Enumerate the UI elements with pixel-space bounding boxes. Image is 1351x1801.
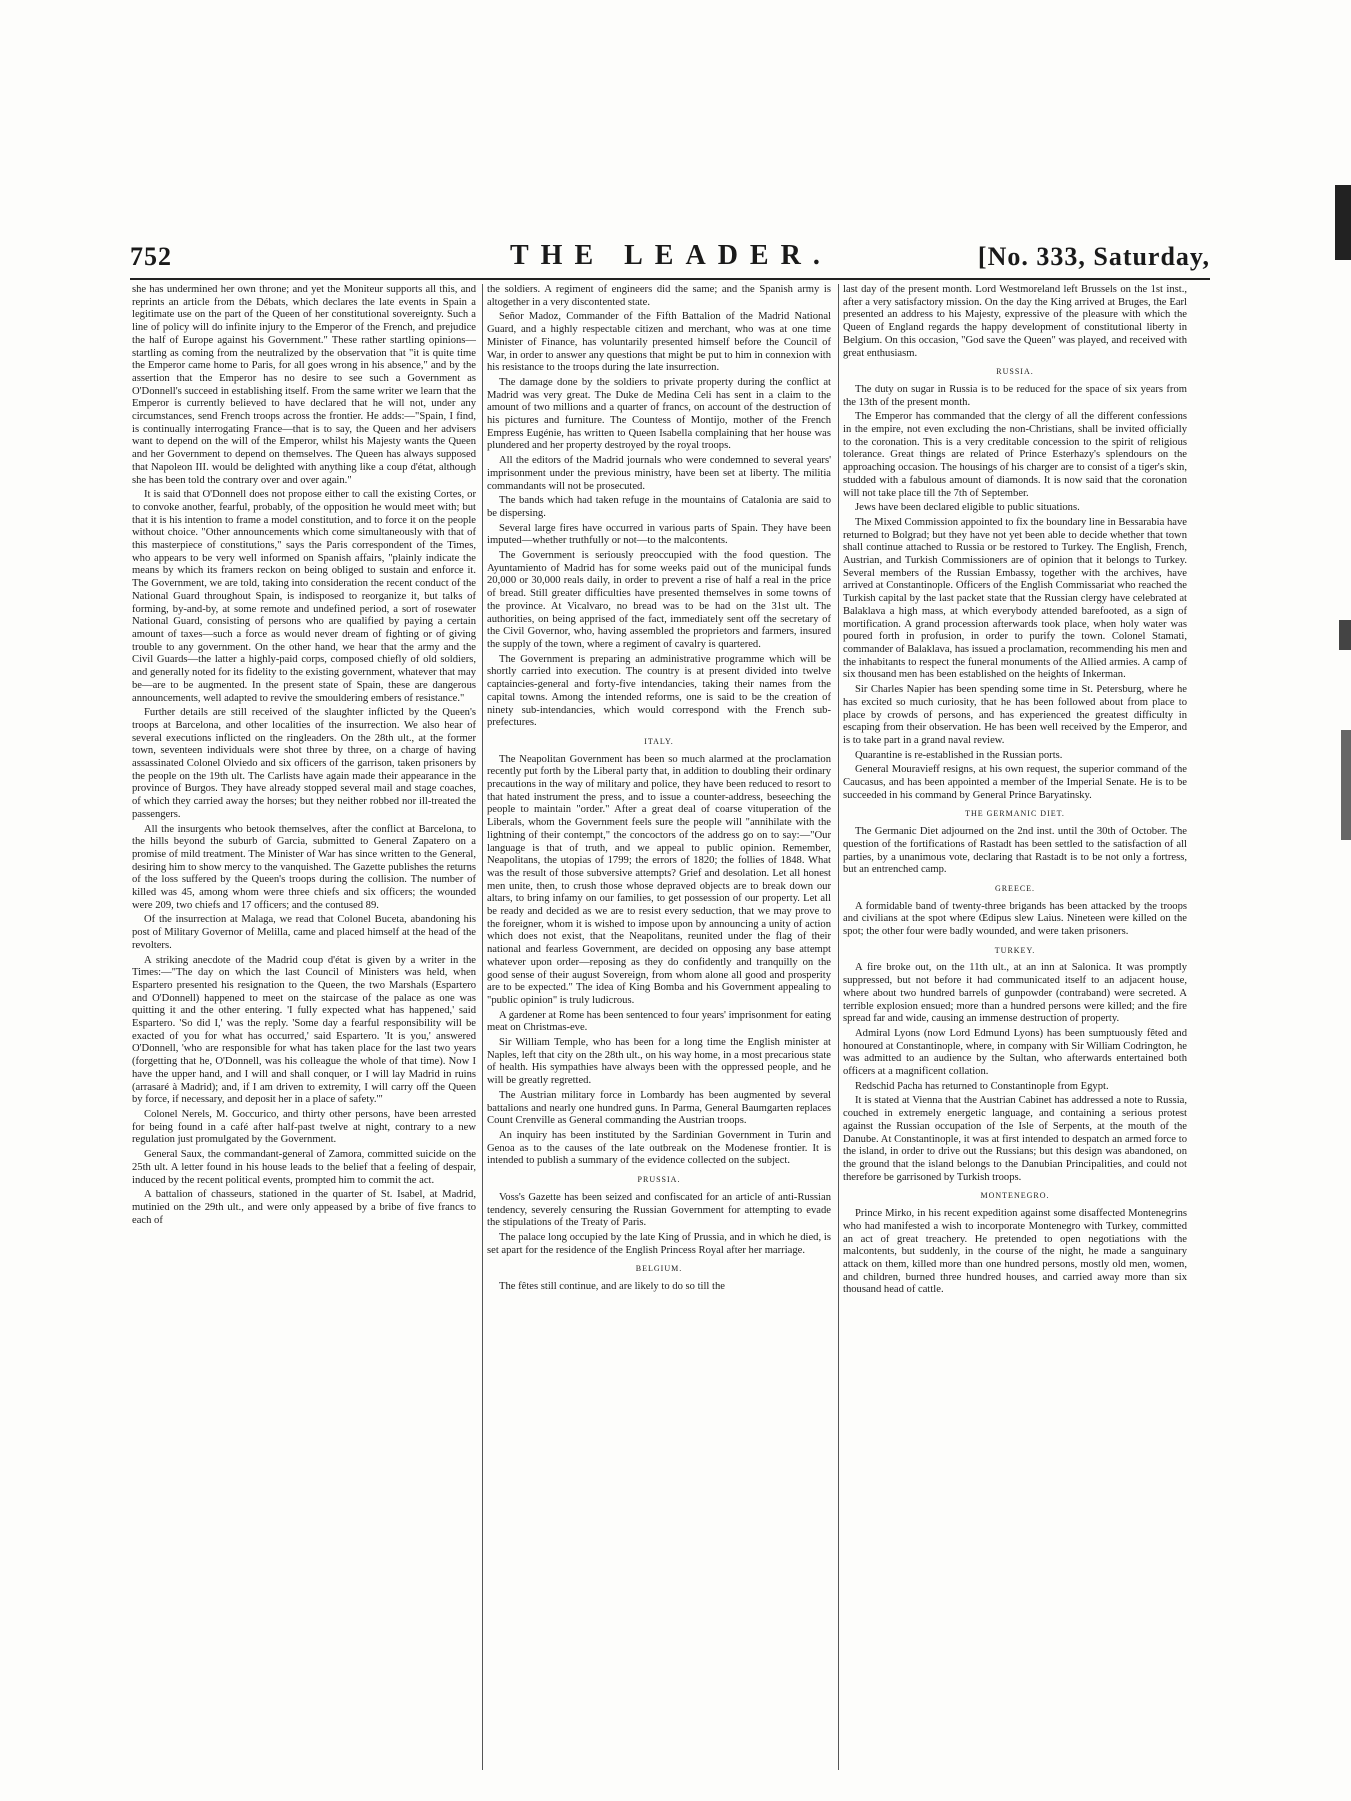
paragraph: An inquiry has been instituted by the Sardinian Government in Turin and Genoa as to the causes of the late outbreak on the Modenese frontier. It is intended to publish a summary of the evidence collected on the subject.: [487, 1130, 831, 1167]
paragraph: A formidable band of twenty-three brigands has been attacked by the troops and civilians at the spot where Œdipus slew Laius. Nineteen were killed on the spot; the other four were badly wounded, and were taken prisoners.: [843, 900, 1187, 938]
section-heading-greece: GREECE.: [994, 883, 1036, 893]
paragraph: Sir William Temple, who has been for a long time the English minister at Naples, left that city on the 28th ult., on his way home, in a most precarious state of health. His sympathies have always been with the oppressed people, and he will be greatly regretted.: [487, 1037, 831, 1087]
paragraph: The Emperor has commanded that the clergy of all the different confessions in the empire, not even excluding the non-Christians, shall be invited officially to the coronation. This is a very creditable concession to the spirit of religious tolerance. Great things are related of Prince Esterhazy's splendours on the approaching occasion. The housings of his charger are to consist of a tiger's skin, studded with a fabulous amount of diamonds. It is now said that the coronation will not take place till the 7th of September.: [843, 411, 1187, 499]
paragraph: The bands which had taken refuge in the mountains of Catalonia are said to be dispersing.: [487, 495, 831, 519]
page-number: 752: [130, 242, 172, 271]
paragraph: The palace long occupied by the late King of Prussia, and in which he died, is set apart for the residence of the English Princess Royal after her marriage.: [487, 1231, 831, 1256]
paragraph: she has undermined her own throne; and yet the Moniteur supports all this, and reprints an article from the Débats, which declares the late events in Spain a legitimate use on the part of the Queen of her constitutional sovereignty. Such a line of policy will do infinite injury to the Emperor of the French, and prejudice the half of Europe against his Government." These rather startling opinions—startling as coming from the neutralized by the observation that "it is quite time the Emperor came home to Paris, for all goes wrong in his absence," and by the assertion that the Emperor has no desire to see such a Government as O'Donnell's succeed in establishing itself. From the same writer we learn that the Emperor is currently believed to have declared that he will not, under any circumstances, send French troops across the frontier. He adds:—"Spain, I find, is continually interrogating France—that is to say, the Queen and her advisers want to depend on the will of the Emperor, whilst his Majesty wants the Queen and her Government to depend on themselves. The Queen has always supposed that Napoleon III. would be delighted with anything like a coup d'état, although she has been told the contrary over and over again.": [132, 284, 476, 486]
paragraph: It is stated at Vienna that the Austrian Cabinet has addressed a note to Russia, couched in extremely energetic language, and containing a serious protest against the Russian occupation of the Isle of Serpents, at the mouth of the Danube. At Constantinople, it was at first intended to despatch an armed force to the island, in order to drive out the Russians; but this design was abandoned, on the ground that the island belongs to the Danubian Principalities, and could not therefore be garrisoned by Turkish troops.: [843, 1095, 1187, 1183]
paragraph: The Germanic Diet adjourned on the 2nd inst. until the 30th of October. The question of the fortifications of Rastadt has been settled to the satisfaction of all parties, by a unanimous vote, declaring that Rastadt is to be not only a fortress, but an entrenched camp.: [843, 826, 1187, 876]
paragraph: The Mixed Commission appointed to fix the boundary line in Bessarabia have returned to Bolgrad; but they have not yet been able to decide whether that town shall continue attached to Russia or be restored to Turkey. The English, French, Austrian, and Turkish Commissioners are of opinion that it belongs to Turkey. Several members of the Russian Embassy, together with the archives, have arrived at Constantinople. Officers of the English Commissariat who reached the Turkish capital by the last packet state that the Russian clergy have celebrated at Balaklava a high mass, at which everybody attended barefooted, as a sign of mortification. A grand procession afterwards took place, when holy water was poured forth in profusion, in order to purify the town. Colonel Stamati, commander of Balaklava, has issued a proclamation, recommending his men and the inhabitants to respect the funeral monuments of the Allied armies. A camp of six thousand men has been established on the heights of Inkerman.: [843, 516, 1187, 681]
paragraph: General Mouravieff resigns, at his own request, the superior command of the Caucasus, and has been appointed a member of the Imperial Senate. He is to be succeeded in his command by General Prince Baryatinsky.: [843, 764, 1187, 801]
paragraph: The Government is seriously preoccupied with the food question. The Ayuntamiento of Madrid has for some weeks paid out of the municipal funds 20,000 or 30,000 reals daily, in order to prevent a rise of half a real in the price of bread. Still greater difficulties have presented themselves in some towns of the province. At Vicalvaro, no bread was to be had on the 31st ult. The authorities, on being apprised of the fact, immediately sent off the secretary of the Civil Governor, who, having assembled the proprietors and farmers, insured the supply of the town, where a regiment of cavalry is quartered.: [487, 550, 831, 650]
column-2: [487, 284, 831, 1296]
column-divider: [838, 284, 839, 1770]
paragraph: The fêtes still continue, and are likely to do so till the: [499, 1281, 725, 1293]
paragraph: The damage done by the soldiers to private property during the conflict at Madrid was very great. The Duke de Medina Celi has sent in a claim to the amount of two millions and a quarter of francs, on account of the destruction of his pictures and furniture. The Countess of Montijo, mother of the French Empress Eugénie, has written to Queen Isabella complaining that her house was plundered and her property destroyed by the royal troops.: [487, 376, 831, 452]
paragraph: Sir Charles Napier has been spending some time in St. Petersburg, where he has excited so much curiosity, that he has been followed about from place to place by crowds of persons, and has experienced the greatest difficulty in escaping from their observation. He has been well received by the Emperor, and is to take part in a grand naval review.: [843, 684, 1187, 746]
paragraph: last day of the present month. Lord Westmoreland left Brussels on the 1st inst., after a very satisfactory mission. On the day the King arrived at Bruges, the Earl presented an address to his Majesty, expressive of the pleasure with which the Queen of England regards the happy development of constitutional liberty in Belgium. On this occasion, "God save the Queen" was played, and received with great enthusiasm.: [843, 284, 1187, 359]
scan-edge-mark: [1341, 730, 1351, 840]
section-heading-russia: RUSSIA.: [996, 367, 1034, 377]
paragraph: A battalion of chasseurs, stationed in the quarter of St. Isabel, at Madrid, mutinied on the 29th ult., and were only appeased by a bribe of five francs to each of: [132, 1189, 476, 1226]
paragraph: A gardener at Rome has been sentenced to four years' imprisonment for eating meat on Christmas-eve.: [487, 1009, 831, 1034]
paragraph: The Neapolitan Government has been so much alarmed at the proclamation recently put forth by the Liberal party that, in addition to doubling their ordinary precautions in the way of military and police, they have been reduced to resort to that hated instrument the press, and to issue a counter-address, beseeching the people to maintain "order." After a great deal of coarse vituperation of the Liberals, whom the Government feels sure the people will "annihilate with the lightning of their contempt," the concoctors of the address go on to say:—"Our language is that of truth, and we appeal to public opinion. Remember, Neapolitans, the utopias of 1799; the errors of 1820; the follies of 1848. What was the result of those subversive attempts? Grief and desolation. Let all honest men unite, then, to crush those whose depraved objects are to break down our altars, to bring infamy on our families, to get possession of our property. Let all be ready and decided as we are to resist every seduction, that we may prove to the foreigner, whom it is wished to impose upon by announcing a unity of action which does not exist, that the Neapolitans, reunited under the flag of their national and fearless Government, are decided on opposing any base attempt whatever upon order—reposing as they do confidently and tranquilly on the good sense of their august Sovereign, from whom alone all good and prosperity are to be expected." The idea of King Bomba and his Government appealing to "public opinion" is truly ludicrous.: [487, 753, 831, 1006]
paragraph: Redschid Pacha has returned to Constantinople from Egypt.: [855, 1080, 1109, 1092]
masthead-title: THE LEADER.: [510, 240, 832, 271]
paragraph: It is said that O'Donnell does not propose either to call the existing Cortes, or to convoke another, fearful, probably, of the opposition he would meet with; but that it is his intention to frame a model constitution, and to force it on the people without choice. "Other announcements which come simultaneously with that of this masterpiece of constitutions," says the Paris correspondent of the Times, who appears to be very well informed on Spanish affairs, "plainly indicate the means by which its framers reckon on being obliged to sustain and enforce it. The Government, we are told, taking into consideration the recent conduct of the National Guard throughout Spain, is indisposed to reorganize it, but talks of forming, by-and-by, at some remote and undefined period, a sort of rosewater National Guard, consisting of persons who are qualified by paying a certain amount of taxes—such a force as would never dream of fighting or of giving trouble to any government. On the other hand, we hear that the army and the Civil Guards—the latter a highly-paid corps, composed chiefly of old soldiers, and generally noted for its fidelity to the existing government, whatever that may be—are to be augmented. In the present state of Spain, these are dangerous announcements, well adapted to revive the smouldering embers of resistance.": [132, 489, 476, 704]
paragraph: General Saux, the commandant-general of Zamora, committed suicide on the 25th ult. A letter found in his house leads to the belief that a feeling of despair, induced by the recent political events, prompted him to commit the act.: [132, 1149, 476, 1186]
header-rule: [130, 278, 1210, 280]
paragraph: All the editors of the Madrid journals who were condemned to several years' imprisonment under the previous ministry, have been set at liberty. The militia commandants will not be prosecuted.: [487, 455, 831, 492]
paragraph: the soldiers. A regiment of engineers did the same; and the Spanish army is altogether in a very discontented state.: [487, 284, 831, 308]
paragraph: Admiral Lyons (now Lord Edmund Lyons) has been sumptuously fêted and honoured at Constantinople, where, in company with Sir William Codrington, he was admitted to an audience by the Sultan, who afterwards entertained both officers at a magnificent collation.: [843, 1027, 1187, 1078]
paragraph: Several large fires have occurred in various parts of Spain. They have been imputed—whether truthfully or not—to the malcontents.: [487, 522, 831, 547]
section-heading-belgium: BELGIUM.: [635, 1264, 683, 1274]
section-heading-italy: ITALY.: [644, 736, 674, 746]
paragraph: Voss's Gazette has been seized and confiscated for an article of anti-Russian tendency, severely censuring the Russian Government for attempting to evade the stipulations of the Treaty of Paris.: [487, 1191, 831, 1229]
page-header: [130, 238, 1210, 274]
paragraph: Colonel Nerels, M. Goccurico, and thirty other persons, have been arrested for being found in a café after half-past twelve at night, contrary to a new regulation just promulgated by the Government.: [132, 1109, 476, 1146]
paragraph: A fire broke out, on the 11th ult., at an inn at Salonica. It was promptly suppressed, but not before it had communicated itself to an adjacent house, where about two hundred barrels of gunpowder (contraband) were secreted. A terrible explosion ensued; more than a hundred persons were killed; and the fire spread far and wide, causing an immense destruction of property.: [843, 962, 1187, 1025]
paragraph: Further details are still received of the slaughter inflicted by the Queen's troops at Barcelona, and other localities of the insurrection. We also hear of several executions inflicted on the ringleaders. On the 28th ult., at the former town, seventeen individuals were shot three by three, on a charge of having assassinated Colonel Olviedo and six officers of the garrison, taken prisoners by the people on the 19th ult. The Carlists have again made their appearance in the province of Burgos. They have already stopped several mail and stage coaches, of which they carried away the horses; but they neither robbed nor ill-treated the passengers.: [132, 707, 476, 820]
paragraph: A striking anecdote of the Madrid coup d'état is given by a writer in the Times:—"The day on which the last Council of Ministers was held, when Espartero presented his resignation to the Queen, the two Marshals (Espartero and O'Donnell) happened to meet on the staircase of the palace as one was quitting it and the other entering. 'I fully expected what has happened,' said Espartero. 'So did I,' was the reply. 'Some day a fearful responsibility will be exacted of you for what has occurred,' said Espartero. 'It is you,' answered O'Donnell, 'who are responsible for what has taken place for the last two years (forgetting that he, O'Donnell, was his colleague the whole of that time). Now I have the upper hand, and I will and shall conquer, or I will lay Madrid in ruins (arrasaré à Madrid); and, if I am driven to extremity, I will carry off the Queen by force, if necessary, and deposit her in a place of safety.'": [132, 954, 476, 1106]
section-heading-turkey: TURKEY.: [994, 945, 1036, 955]
section-heading-montenegro: MONTENEGRO.: [980, 1191, 1050, 1201]
column-divider: [482, 284, 483, 1770]
paragraph: Quarantine is re-established in the Russian ports.: [855, 749, 1063, 761]
paragraph: The Austrian military force in Lombardy has been augmented by several battalions and nearly one hundred guns. In Parma, General Baumgarten replaces Count Crenville as General commanding the Austrian troops.: [487, 1089, 831, 1127]
section-heading-germanic-diet: THE GERMANIC DIET.: [965, 809, 1065, 819]
paragraph: Jews have been declared eligible to public situations.: [855, 502, 1080, 514]
paragraph: All the insurgents who betook themselves, after the conflict at Barcelona, to the hills beyond the suburb of Garcia, submitted to General Zapatero on a promise of mild treatment. The Minister of War has since written to the General, desiring him to show mercy to the vanquished. The Gazette publishes the returns of the loss suffered by the Queen's troops during the collision. The number of killed was 45, among whom were three chiefs and six officers; the wounded were 209, two chiefs and 17 officers; and the contused 89.: [132, 823, 476, 911]
issue-label: [No. 333, Saturday,: [977, 242, 1210, 271]
paragraph: The duty on sugar in Russia is to be reduced for the space of six years from the 13th of the present month.: [843, 383, 1187, 408]
paragraph: The Government is preparing an administrative programme which will be shortly carried into execution. The country is at present divided into twelve captaincies-general and forty-five intendancies, taking their names from the capital towns. Among the intended reforms, one is said to be the creation of ninety sub-intendancies, which would correspond with the French sub-prefectures.: [487, 653, 831, 729]
section-heading-prussia: PRUSSIA.: [637, 1175, 681, 1185]
paragraph: Of the insurrection at Malaga, we read that Colonel Buceta, abandoning his post of Military Governor of Melilla, came and placed himself at the head of the revolters.: [132, 914, 476, 951]
column-3: [843, 284, 1187, 1299]
paragraph: Prince Mirko, in his recent expedition against some disaffected Montenegrins who had manifested a wish to incorporate Montenegro with Turkey, committed an act of great treachery. He pretended to open negotiations with the malcontents, but suddenly, in the course of the night, he made a sanguinary attack on them, killed more than one hundred persons, mostly old men, women, and children, burned three hundred houses, and carried away more than six thousand head of cattle.: [843, 1208, 1187, 1296]
paragraph: Señor Madoz, Commander of the Fifth Battalion of the Madrid National Guard, and a highly respectable citizen and merchant, who was at one time Minister of Finance, has voluntarily presented himself before the Council of War, in order to answer any questions that might be put to him in connexion with his resistance to the troops during the late insurrection.: [487, 311, 831, 374]
column-1: [132, 284, 476, 1229]
scan-edge-mark: [1339, 620, 1351, 650]
scan-edge-mark: [1335, 185, 1351, 260]
